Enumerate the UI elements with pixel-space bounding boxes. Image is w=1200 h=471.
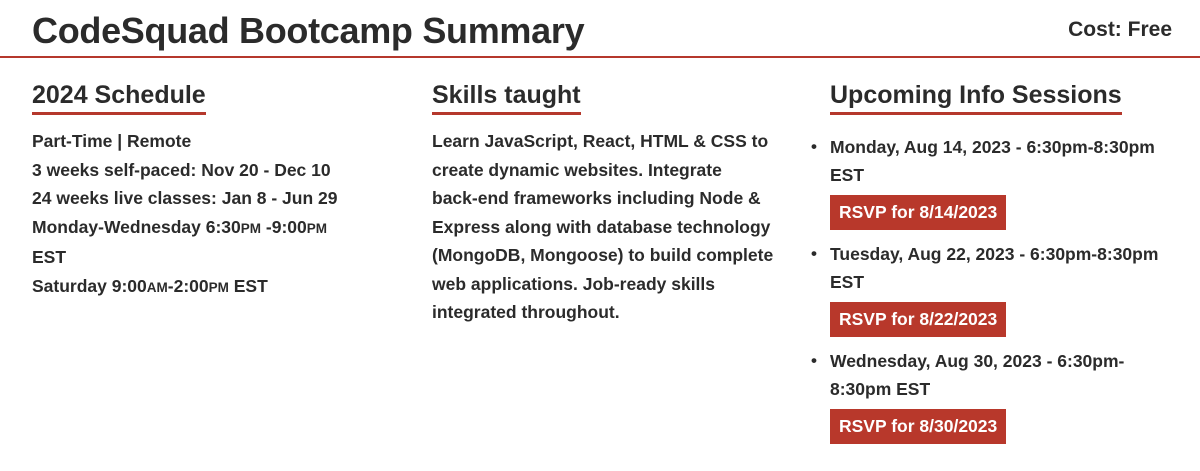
skills-line: Learn JavaScript, React, HTML & CSS to [432, 131, 769, 151]
session-date [830, 347, 1175, 403]
session-date-line: EST [830, 272, 865, 292]
rsvp-button-0822[interactable]: RSVP for 8/22/2023 [830, 302, 1006, 337]
skills-line: integrated throughout. [432, 302, 620, 322]
bullet-icon: • [811, 351, 817, 370]
skills-line: create dynamic websites. Integrate [432, 159, 722, 180]
bullet-icon: • [811, 244, 817, 263]
saturday-tz: EST [228, 275, 268, 296]
schedule-heading: 2024 Schedule [32, 80, 206, 115]
weekday-pm-1: PM [240, 220, 262, 236]
schedule-section [32, 80, 392, 302]
info-sessions-list [811, 133, 1180, 444]
session-date-line: Monday, Aug 14, 2023 - 6:30pm-8:30pm [830, 137, 1155, 157]
skills-heading: Skills taught [432, 80, 581, 115]
skills-description [432, 127, 792, 327]
session-date-line: EST [830, 165, 865, 185]
skills-line: back-end frameworks including Node & [432, 188, 761, 208]
weekday-end: -9:00 [261, 216, 307, 237]
schedule-saturday-time [32, 272, 392, 303]
session-date-line: Tuesday, Aug 22, 2023 - 6:30pm-8:30pm [830, 244, 1159, 264]
session-date [830, 133, 1175, 189]
session-date [830, 240, 1175, 296]
info-sessions-heading: Upcoming Info Sessions [830, 80, 1122, 115]
skills-line: (MongoDB, Mongoose) to build complete [432, 245, 774, 265]
page-header [0, 0, 1200, 58]
schedule-mode: Part-Time | Remote [32, 131, 192, 151]
weekday-start: Monday-Wednesday 6:30 [32, 216, 241, 237]
schedule-live-classes: 24 weeks live classes: Jan 8 - Jun 29 [32, 188, 338, 208]
schedule-weekday-tz: EST [32, 247, 67, 267]
schedule-weekday-time [32, 213, 392, 244]
rsvp-button-0830[interactable]: RSVP for 8/30/2023 [830, 409, 1006, 444]
skills-section [432, 80, 792, 327]
saturday-am: AM [146, 279, 168, 295]
session-date-line: 8:30pm EST [830, 379, 931, 399]
skills-line: web applications. Job-ready skills [432, 273, 716, 294]
info-session-item [811, 347, 1180, 444]
saturday-pm: PM [208, 279, 229, 295]
info-sessions-section [811, 80, 1180, 454]
info-session-item [811, 133, 1180, 230]
info-session-item [811, 240, 1180, 337]
schedule-self-paced: 3 weeks self-paced: Nov 20 - Dec 10 [32, 159, 331, 180]
session-date-line: Wednesday, Aug 30, 2023 - 6:30pm- [830, 351, 1125, 371]
skills-line: Express along with database technology [432, 216, 771, 237]
weekday-pm-2: PM [306, 220, 327, 236]
schedule-details [32, 127, 392, 302]
page-title: CodeSquad Bootcamp Summary [32, 10, 585, 51]
saturday-start: Saturday 9:00 [32, 275, 147, 296]
saturday-end: -2:00 [167, 275, 209, 296]
cost-label: Cost: Free [1068, 18, 1172, 41]
bullet-icon: • [811, 137, 817, 156]
rsvp-button-0814[interactable]: RSVP for 8/14/2023 [830, 195, 1006, 230]
